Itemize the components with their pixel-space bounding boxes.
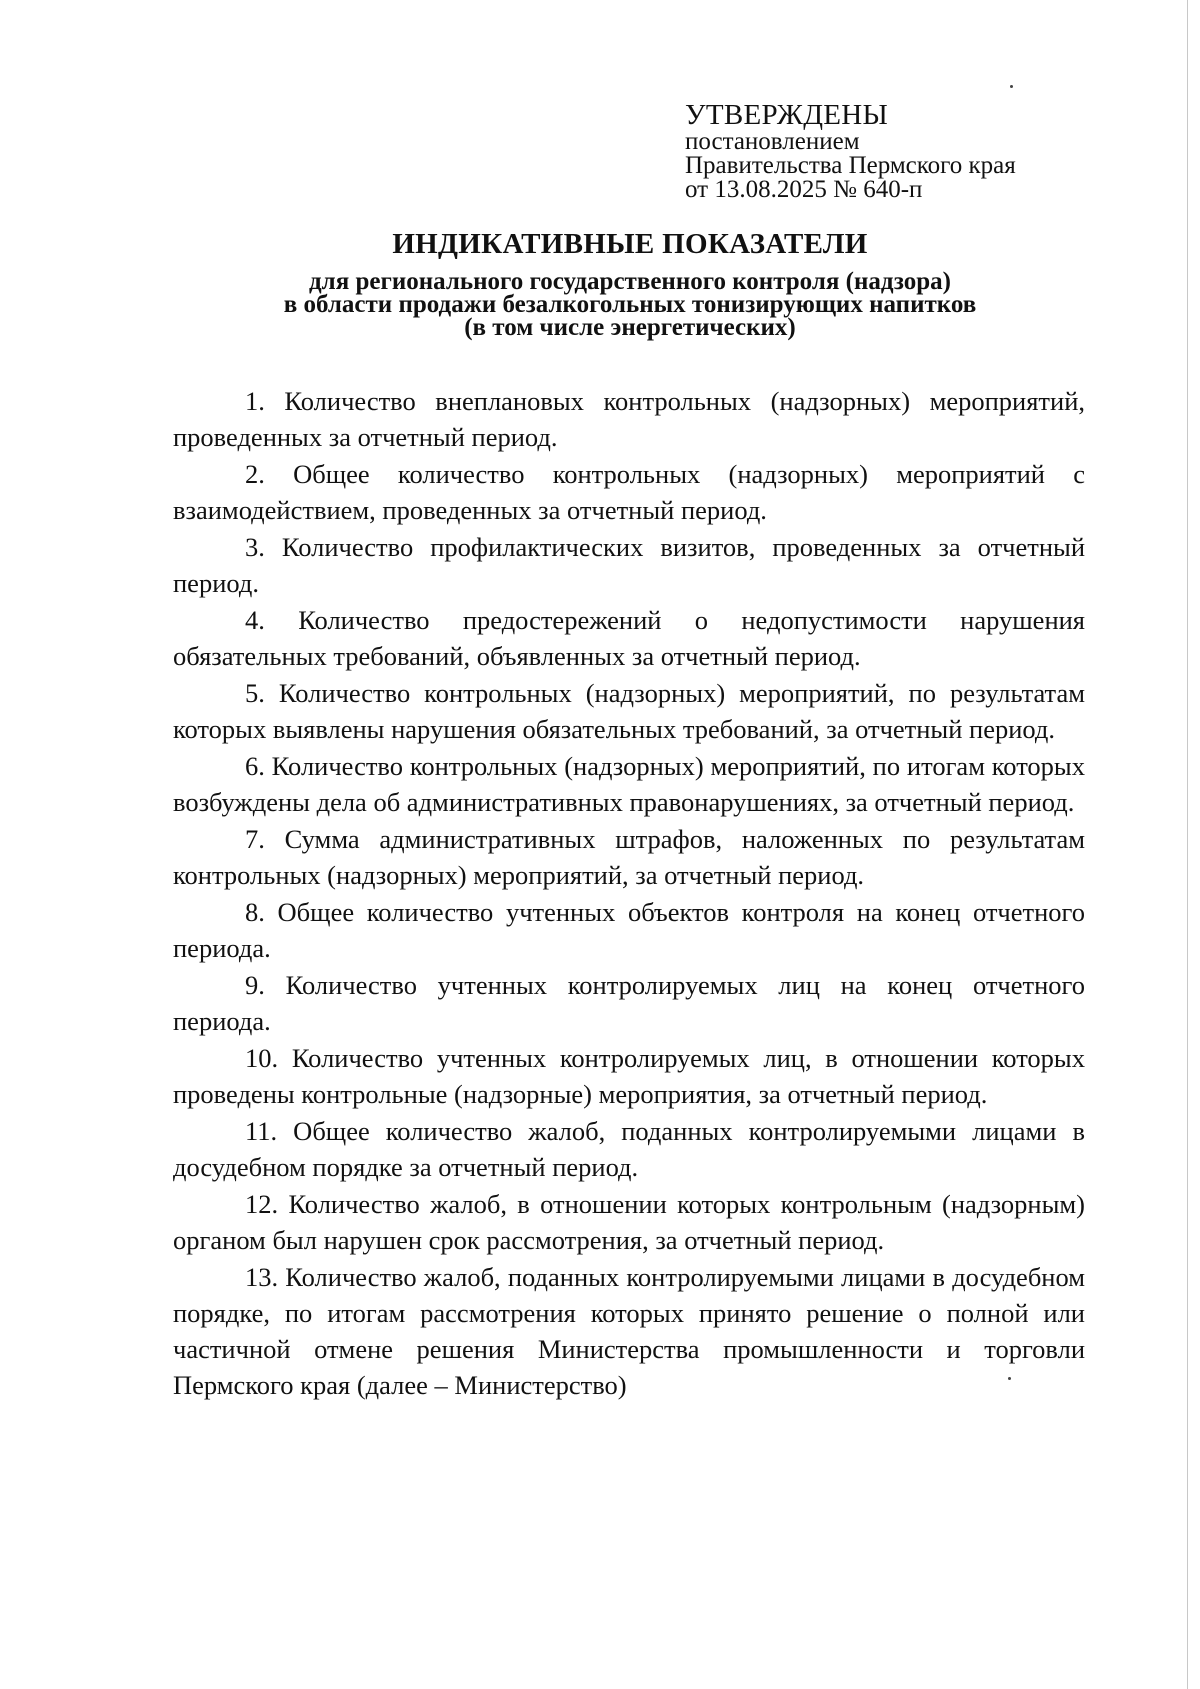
indicator-list bbox=[173, 383, 1085, 1404]
indicator-item: 8. Общее количество учтенных объектов контроля на конец отчетного периода. bbox=[173, 897, 1085, 963]
document-subtitle bbox=[0, 270, 1200, 339]
indicator-item: 5. Количество контрольных (надзорных) мероприятий, по результатам которых выявлены нарушения обязательных требований, за отчетный период. bbox=[173, 678, 1085, 744]
approval-line: постановлением bbox=[685, 128, 860, 155]
approval-line: Правительства Пермского края bbox=[685, 152, 1016, 179]
subtitle-line: (в том числе энергетических) bbox=[464, 314, 796, 341]
indicator-item: 7. Сумма административных штрафов, наложенных по результатам контрольных (надзорных) мероприятий, за отчетный период. bbox=[173, 824, 1085, 890]
indicator-item: 10. Количество учтенных контролируемых лиц, в отношении которых проведены контрольные (надзорные) мероприятия, за отчетный период. bbox=[173, 1043, 1085, 1109]
subtitle-line: для регионального государственного контроля (надзора) bbox=[309, 268, 951, 295]
indicator-item: 3. Количество профилактических визитов, проведенных за отчетный период. bbox=[173, 532, 1085, 598]
indicator-item: 12. Количество жалоб, в отношении которых контрольным (надзорным) органом был нарушен срок рассмотрения, за отчетный период. bbox=[173, 1189, 1085, 1255]
indicator-item: 11. Общее количество жалоб, поданных контролируемыми лицами в досудебном порядке за отчетный период. bbox=[173, 1116, 1085, 1182]
approval-line: от 13.08.2025 № 640-п bbox=[685, 176, 923, 203]
indicator-item: 13. Количество жалоб, поданных контролируемыми лицами в досудебном порядке, по итогам рассмотрения которых принято решение о полной или частичной отмене решения Министерства промышленности и торговли Пермского края (далее – Министерство) bbox=[173, 1262, 1085, 1400]
approval-stamp: УТВЕРЖДЕНЫ bbox=[685, 99, 889, 131]
scan-speck bbox=[1010, 85, 1013, 88]
indicator-item: 4. Количество предостережений о недопустимости нарушения обязательных требований, объявленных за отчетный период. bbox=[173, 605, 1085, 671]
document-title: ИНДИКАТИВНЫЕ ПОКАЗАТЕЛИ bbox=[392, 228, 868, 260]
indicator-item: 6. Количество контрольных (надзорных) мероприятий, по итогам которых возбуждены дела об административных правонарушениях, за отчетный период. bbox=[173, 751, 1085, 817]
indicator-item: 1. Количество внеплановых контрольных (надзорных) мероприятий, проведенных за отчетный период. bbox=[173, 386, 1085, 452]
indicator-item: 9. Количество учтенных контролируемых лиц на конец отчетного периода. bbox=[173, 970, 1085, 1036]
indicator-item: 2. Общее количество контрольных (надзорных) мероприятий с взаимодействием, проведенных за отчетный период. bbox=[173, 459, 1085, 525]
approval-block bbox=[685, 100, 1016, 202]
subtitle-line: в области продажи безалкогольных тонизирующих напитков bbox=[283, 291, 977, 318]
